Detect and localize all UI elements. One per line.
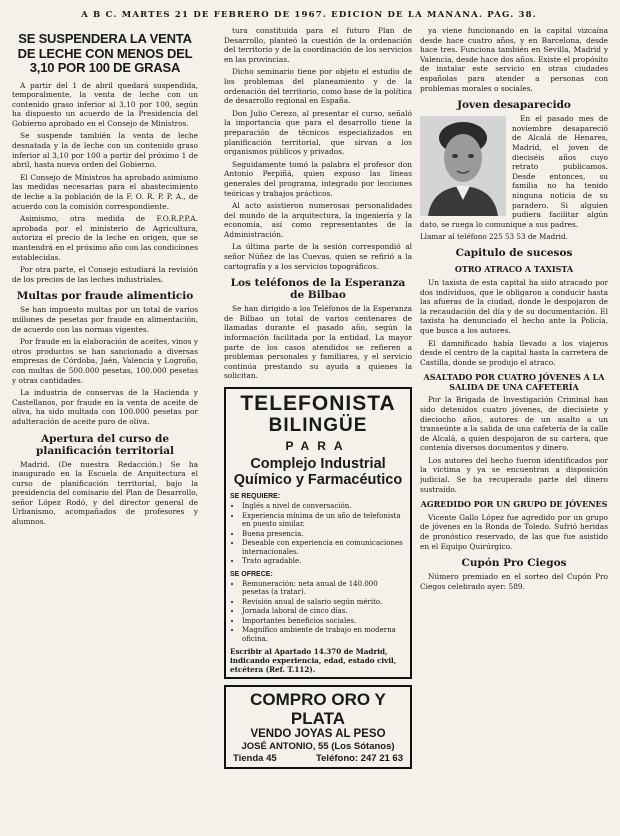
- paragraph: Al acto asistieron numerosas personalidades del mundo de la arquitectura, la ingeniería y la economía, así como representantes de la Administración.: [224, 201, 412, 239]
- headline-sucesos: Capitulo de sucesos: [455, 247, 573, 260]
- paragraph: Madrid. (De nuestra Redacción.) Se ha inaugurado en la Escuela de Arquitectura el curso de planificación territorial, bajo la presidencia del comisario del Plan de Desarrollo, señor López Rodó, y del director general de Urbanismo, acompañados de profesores y alumnos.: [12, 459, 198, 527]
- article-planificacion-body: [12, 460, 198, 527]
- ad2-subtitle: VENDO JOYAS AL PESO: [250, 728, 386, 740]
- ad-subtitle: BILINGÜE: [268, 415, 368, 436]
- paragraph: Por fraude en la elaboración de aceites, vinos y otros productos se han sancionado a diversas empresas de Córdoba, Jaén, Valencia y Logroño, con multas de 500.000 pesetas, 100.000 pesetas y otras cantidades.: [12, 337, 198, 385]
- subheadline-agredido: AGREDIDO POR UN GRUPO DE JÓVENES: [420, 499, 608, 510]
- paragraph: El Consejo de Ministros ha aprobado asimismo las medidas necesarias para el abastecimiento de leche a la población de la F. O. R. P. P. A., de acuerdo con la comisión correspondiente.: [12, 172, 198, 211]
- paragraph: Por otra parte, el Consejo estudiará la revisión de los precios de las leches industriales.: [12, 265, 198, 284]
- ad-list-item: • Importantes beneficios sociales.: [242, 617, 406, 626]
- paragraph: Asimismo, otra medida de F.O.R.P.P.A. aprobada por el ministerio de Agricultura, autoriza el precio de la leche en origen, que se mantendrá en el próximo año con las condiciones establecidas.: [12, 214, 198, 262]
- ad-title: TELEFONISTA: [240, 392, 396, 415]
- ad-requirements-title: SE REQUIERE:: [230, 493, 281, 500]
- article-continuation-body: [224, 26, 412, 271]
- column-1: [12, 26, 198, 826]
- article-telefonos-body: [224, 304, 412, 381]
- photo-caption: Llamar al teléfono 225 53 53 de Madrid.: [420, 232, 568, 242]
- headline-joven-desaparecido: Joven desaparecido: [457, 99, 571, 112]
- paragraph: La industria de conservas de la Hacienda y Castellanos, por fraude en la venta de aceite de oliva, ha sido multada con 100.000 pesetas por adulteración de aceite puro de oliva.: [12, 388, 198, 426]
- paragraph: Se han impuesto multas por un total de varios millones de pesetas por fraude en alimentación, de acuerdo con las normas vigentes.: [12, 305, 198, 334]
- paragraph: Número premiado en el sorteo del Cupón Pro Ciegos celebrado ayer: 589.: [420, 572, 608, 591]
- column-2: [224, 26, 412, 826]
- article-cupon-body: [420, 572, 608, 591]
- ad2-address: JOSÉ ANTONIO, 55 (Los Sótanos): [241, 741, 395, 752]
- headline-cupon: Cupón Pro Ciegos: [461, 557, 567, 570]
- paragraph: Por la Brigada de Investigación Criminal han sido detenidos cuatro jóvenes, de diecisiete y dieciocho años, autores de un asalto a un transeúnte a la salida de una cafetería de la calle de Alcalá, a quien despojaron de su cartera, que contenía diversos documentos y dinero.: [420, 395, 608, 453]
- ad-list-item: • Jornada laboral de cinco días.: [242, 607, 406, 616]
- ad-list-item: • Experiencia mínima de un año de telefonista en puesto similar.: [242, 512, 406, 529]
- classified-ad-compro-oro: [224, 685, 412, 769]
- headline-leche: SE SUSPENDERA LA VENTA DE LECHE CON MENOS DEL 3,10 POR 100 DE GRASA: [17, 31, 193, 75]
- ad-offers-list: [230, 580, 406, 644]
- paragraph: La última parte de la sesión correspondió al señor Núñez de las Cuevas, quien se refirió a la cartografía y a los servicios topográficos.: [224, 242, 412, 271]
- paragraph: Los autores del hecho fueron identificados por la víctima y ya se encuentran a disposición judicial. Se ha recuperado parte del dinero sustraído.: [420, 455, 608, 494]
- headline-planificacion: Apertura del curso de planificación territorial: [35, 432, 174, 457]
- paragraph: En el pasado mes de noviembre desapareció de Alcalá de Henares, Madrid, el joven de dieciséis años cuyo retrato publicamos. Desde entonces, su familia no ha tenido ninguna noticia de su paradero. Si alguien pudiera facilitar algún dato, se ruega lo comunique a sus padres.: [420, 114, 608, 229]
- column-3: [420, 26, 608, 826]
- headline-telefonos-esperanza: Los teléfonos de la Esperanza de Bilbao: [230, 277, 406, 302]
- article-agredido-body: [420, 513, 608, 551]
- ad-list-item: • Deseable con experiencia en comunicaciones internacionales.: [242, 539, 406, 556]
- headline-multas: Multas por fraude alimenticio: [16, 290, 194, 303]
- ad-list-item: • Trato agradable.: [242, 557, 406, 566]
- ad2-contact-row: [229, 753, 407, 764]
- subheadline-asaltado: ASALTADO POR CUATRO JÓVENES A LA SALIDA DE UNA CAFETERÍA: [423, 372, 605, 392]
- page-header: A B C. MARTES 21 DE FEBRERO DE 1967. EDICION DE LA MAÑANA. PAG. 38.: [81, 10, 537, 20]
- article-atraco-body: [420, 278, 608, 367]
- paragraph: El damnificado había llevado a los viajeros desde el centro de la capital hasta la carretera de Castilla, donde se produjo el atraco.: [420, 338, 608, 367]
- article-asaltado-body: [420, 395, 608, 494]
- ad-list-item: • Magnífico ambiente de trabajo en moderna oficina.: [242, 626, 406, 643]
- missing-person-photo: [420, 116, 506, 216]
- portrait-icon: [420, 116, 506, 216]
- paragraph: A partir del 1 de abril quedará suspendida, temporalmente, la venta de leche con un contenido graso inferior al 3,10 por 100, según ha dispuesto un acuerdo de la Presidencia del Gobierno aprobado en el Consejo de Ministros.: [12, 80, 198, 128]
- ad-list-item: • Remuneración: neta anual de 140.000 pesetas (a tratar).: [242, 580, 406, 597]
- ad-list-item: • Revisión anual de salario según mérito.: [242, 598, 406, 607]
- ad-offers-title: SE OFRECE:: [230, 570, 273, 578]
- paragraph: Seguidamente tomó la palabra el profesor don Antonio Perpiñá, quien expuso las líneas generales del programa, integrado por lecciones teóricas y trabajos prácticos.: [224, 159, 412, 198]
- classified-ad-telefonista: [224, 387, 412, 679]
- subheadline-atraco-taxista: OTRO ATRACO A TAXISTA: [454, 264, 574, 275]
- ad-contact: Escribir al Apartado 14.370 de Madrid, indicando experiencia, edad, estado civil, etcétera (Ref. T.112).: [230, 647, 397, 674]
- ad-list-item: • Inglés a nivel de conversación.: [242, 502, 406, 511]
- ad2-title: COMPRO ORO Y PLATA: [250, 690, 386, 728]
- paragraph: Se suspende también la venta de leche desnatada y la de leche con un contenido graso inferior al 3,10 por 100 a partir del próximo 1 de abril, hasta nueva orden del Gobierno.: [12, 131, 198, 170]
- paragraph: ya viene funcionando en la capital vizcaína desde hace cuatro años, y en Barcelona, desde hace tres. Funciona también en Sevilla, Madrid y Valencia, desde hace dos años. Existe el propósito de instalar este servicio en otras ciudades españolas para atender a personas con problemas morales o sociales.: [420, 26, 608, 93]
- paragraph: Vicente Gallo López fue agredido por un grupo de jóvenes en la Ronda de Toledo. Sufrió heridas de pronóstico reservado, de las que fue asistido en el Equipo Quirúrgico.: [420, 512, 608, 551]
- ad2-phone: Teléfono: 247 21 63: [316, 753, 403, 764]
- paragraph: Un taxista de esta capital ha sido atracado por dos individuos, que le obligaron a conducir hasta las afueras de la ciudad, donde le despojaron de la recaudación del día y de su documentación. El taxista ha denunciado el hecho ante la Policía, que busca a los autores.: [420, 277, 608, 335]
- article-esperanza-continuation: [420, 26, 608, 93]
- ad-para: PARA: [285, 439, 351, 453]
- article-multas-body: [12, 305, 198, 426]
- paragraph: Don Julio Cerezo, al presentar el curso, señaló la importancia que para el desarrollo tiene la preparación de técnicos especializados en planificación territorial, que sirvan a los organismos públicos y privados.: [224, 108, 412, 157]
- ad-requirements-list: [230, 502, 406, 566]
- ad-list-item: • Buena presencia.: [242, 530, 406, 539]
- ad-company-line1: Complejo Industrial: [250, 456, 386, 472]
- article-leche-body: [12, 81, 198, 285]
- ad2-shop: Tienda 45: [233, 753, 277, 764]
- paragraph: tura constituida para el futuro Plan de Desarrollo, planteó la cuestión de la ordenación del territorio y de la coordinación de los servicios en las provincias.: [224, 26, 412, 64]
- paragraph: Se han dirigido a los Teléfonos de la Esperanza de Bilbao un total de varios centenares de llamadas durante el pasado año, según la información facilitada por la entidad. La mayor parte de los casos atendidos se refieren a problemas personales y familiares, y el servicio continúa prestando su ayuda a quienes la solicitan.: [224, 304, 412, 381]
- paragraph: Dicho seminario tiene por objeto el estudio de los problemas del planeamiento y de la ordenación del territorio, como base de la política de desarrollo regional en España.: [224, 67, 412, 106]
- ad-company-line2: Químico y Farmacéutico: [233, 472, 403, 488]
